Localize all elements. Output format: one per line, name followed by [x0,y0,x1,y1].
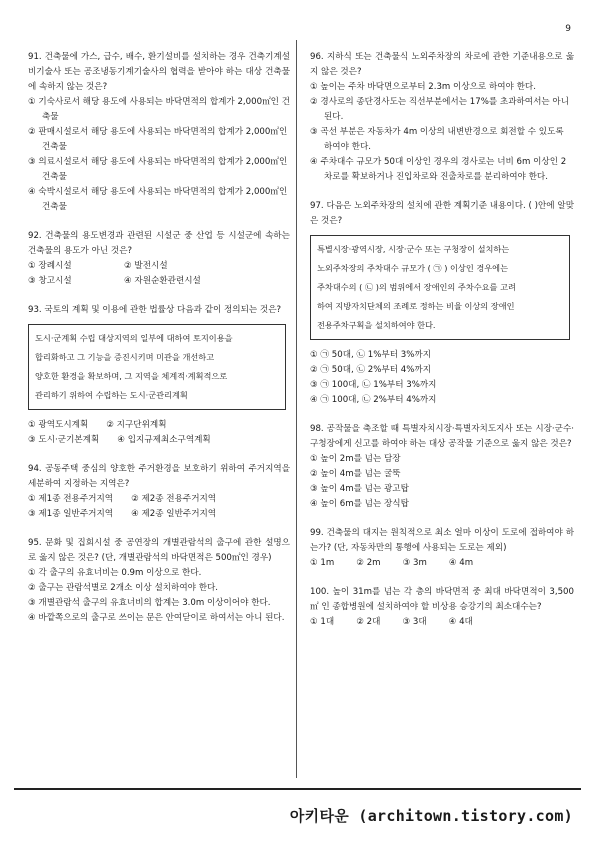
options-row [28,492,290,507]
options-row [310,556,574,571]
question-93 [28,303,290,448]
option-4[interactable]: ④ ㉠ 100대, ㉡ 2%부터 4%까지 [310,395,437,405]
box-line: 합리화하고 그 기능을 증진시키며 미관을 개선하고 [35,352,215,362]
option-2[interactable]: ② 지구단위계획 [106,420,167,430]
box-line: 하여 지방자치단체의 조례로 정하는 비율 이상의 장애인 [317,301,515,311]
question-91 [28,50,290,215]
option-1[interactable]: ① 각 출구의 유효너비는 0.9m 이상으로 한다. [28,568,202,578]
option-4[interactable]: ④ 입지규제최소구역계획 [117,435,211,445]
option-2[interactable]: ② ㉠ 50대, ㉡ 2%부터 4%까지 [310,365,431,375]
question-stem: 94. 공동주택 중심의 양호한 주거환경을 보호하기 위하여 주거지역을 세분하여 지정하는 지역은? [28,464,290,489]
right-column [310,50,574,644]
option-2[interactable]: ② 경사로의 종단경사도는 직선부분에서는 17%를 초과하여서는 아니 된다. [310,97,570,122]
options-row [310,615,574,630]
option-4[interactable]: ④ 자원순환관련시설 [124,276,201,286]
question-92 [28,229,290,289]
page-number: 9 [565,24,571,34]
options-row [28,433,290,448]
footer-site-credit: 아키타운 (architown.tistory.com) [289,807,573,825]
box-line: 노외주차장의 주차대수 규모가 ( ㉠ ) 이상인 경우에는 [317,263,508,273]
option-2[interactable]: ② 2m [356,558,381,568]
question-stem: 100. 높이 31m를 넘는 각 층의 바닥면적 중 최대 바닥면적이 3,500㎡ 인 종합병원에 설치하여야 할 비상용 승강기의 최소대수는? [310,587,574,612]
option-4[interactable]: ④ 높이 6m를 넘는 장식탑 [310,499,409,509]
option-1[interactable]: ① 1m [310,558,335,568]
question-95 [28,536,290,626]
box-line: 도시·군계획 수립 대상지역의 일부에 대하여 토지이용을 [35,333,233,343]
option-3[interactable]: ③ 의료시설로서 해당 용도에 사용되는 바닥면적의 합계가 2,000㎡인 건축물 [28,157,288,182]
option-2[interactable]: ② 높이 4m를 넘는 굴뚝 [310,469,401,479]
option-4[interactable]: ④ 바깥쪽으로의 출구로 쓰이는 문은 안여닫이로 하여서는 아니 된다. [28,613,285,623]
option-3[interactable]: ③ 곡선 부분은 자동차가 4m 이상의 내변반경으로 회전할 수 있도록 하여야 한다. [310,127,564,152]
question-stem: 91. 건축물에 가스, 급수, 배수, 환기설비를 설치하는 경우 건축기계설비기술사 또는 공조냉동기계기술사의 협력을 받아야 하는 대상 건축물에 속하지 않는 것은? [28,52,290,92]
option-1[interactable]: ① 제1종 전용주거지역 [28,494,114,504]
option-3[interactable]: ③ 창고시설 [28,276,72,286]
options-row [28,418,290,433]
question-stem: 95. 문화 및 집회시설 중 공연장의 개별관람석의 출구에 관한 설명으로 옳지 않은 것은? (단, 개별관람석의 바닥면적은 500㎡인 경우) [28,538,290,563]
option-1[interactable]: ① 1대 [310,617,335,627]
option-3[interactable]: ③ 개별관람석 출구의 유효너비의 합계는 3.0m 이상이어야 한다. [28,598,271,608]
option-3[interactable]: ③ 3m [402,558,427,568]
criteria-box [310,235,570,340]
option-3[interactable]: ③ 도시·군기본계획 [28,435,100,445]
box-line: 특별시장·광역시장, 시장·군수 또는 구청장이 설치하는 [317,244,510,254]
option-4[interactable]: ④ 4m [448,558,474,568]
question-stem: 96. 지하식 또는 건축물식 노외주차장의 차로에 관한 기준내용으로 옳지 않은 것은? [310,52,574,77]
option-3[interactable]: ③ ㉠ 100대, ㉡ 1%부터 3%까지 [310,380,437,390]
question-100 [310,585,574,630]
option-1[interactable]: ① 높이는 주차 바닥면으로부터 2.3m 이상으로 하여야 한다. [310,82,536,92]
options-row [28,507,290,522]
question-99 [310,526,574,571]
option-4[interactable]: ④ 숙박시설로서 해당 용도에 사용되는 바닥면적의 합계가 2,000㎡인 건축물 [28,187,288,212]
option-1[interactable]: ① 기숙사로서 해당 용도에 사용되는 바닥면적의 합계가 2,000㎡인 건축물 [28,97,290,122]
question-stem: 92. 건축물의 용도변경과 관련된 시설군 중 산업 등 시설군에 속하는 건축물의 용도가 아닌 것은? [28,231,290,256]
option-4[interactable]: ④ 4대 [448,617,473,627]
question-stem: 99. 건축물의 대지는 원칙적으로 최소 얼마 이상이 도로에 접하여야 하는가? (단, 자동차만의 통행에 사용되는 도로는 제외) [310,528,574,553]
question-96 [310,50,574,185]
question-97 [310,199,574,408]
option-3[interactable]: ③ 높이 4m를 넘는 광고탑 [310,484,409,494]
option-2[interactable]: ② 발전시설 [124,261,168,271]
column-divider [296,40,297,778]
option-2[interactable]: ② 판매시설로서 해당 용도에 사용되는 바닥면적의 합계가 2,000㎡인 건축물 [28,127,288,152]
footer-rule [14,788,581,790]
option-1[interactable]: ① 광역도시계획 [28,420,89,430]
left-column [28,50,290,640]
box-line: 양호한 환경을 확보하며, 그 지역을 체계적·계획적으로 [35,371,228,381]
box-line: 주차대수의 ( ㉡ )의 범위에서 장애인의 주차수요를 고려 [317,282,516,292]
question-94 [28,462,290,522]
option-1[interactable]: ① 장례시설 [28,261,72,271]
option-2[interactable]: ② 2대 [356,617,381,627]
box-line: 전용주차구획을 설치하여야 한다. [317,320,436,330]
question-stem: 97. 다음은 노외주차장의 설치에 관한 계획기준 내용이다. ( )안에 알맞은 것은? [310,201,574,226]
option-2[interactable]: ② 출구는 관람석별로 2개소 이상 설치하여야 한다. [28,583,219,593]
box-line: 관리하기 위하여 수립하는 도시·군관리계획 [35,390,188,400]
question-98 [310,422,574,512]
question-stem: 98. 공작물을 축조할 때 특별자치시장·특별자치도지사 또는 시장·군수·구청장에게 신고를 하여야 하는 대상 공작물 기준으로 옳지 않은 것은? [310,424,574,449]
options-row [28,259,290,274]
option-1[interactable]: ① ㉠ 50대, ㉡ 1%부터 3%까지 [310,350,431,360]
question-stem: 93. 국토의 계획 및 이용에 관한 법률상 다음과 같이 정의되는 것은? [28,305,282,315]
option-2[interactable]: ② 제2종 전용주거지역 [131,494,217,504]
option-3[interactable]: ③ 제1종 일반주거지역 [28,509,114,519]
option-4[interactable]: ④ 주차대수 규모가 50대 이상인 경우의 경사로는 너비 6m 이상인 2차로를 확보하거나 진입차로와 진출차로를 분리하여야 한다. [310,157,567,182]
definition-box [28,324,286,410]
options-row [28,274,290,289]
option-4[interactable]: ④ 제2종 일반주거지역 [131,509,217,519]
option-1[interactable]: ① 높이 2m를 넘는 담장 [310,454,401,464]
option-3[interactable]: ③ 3대 [402,617,427,627]
